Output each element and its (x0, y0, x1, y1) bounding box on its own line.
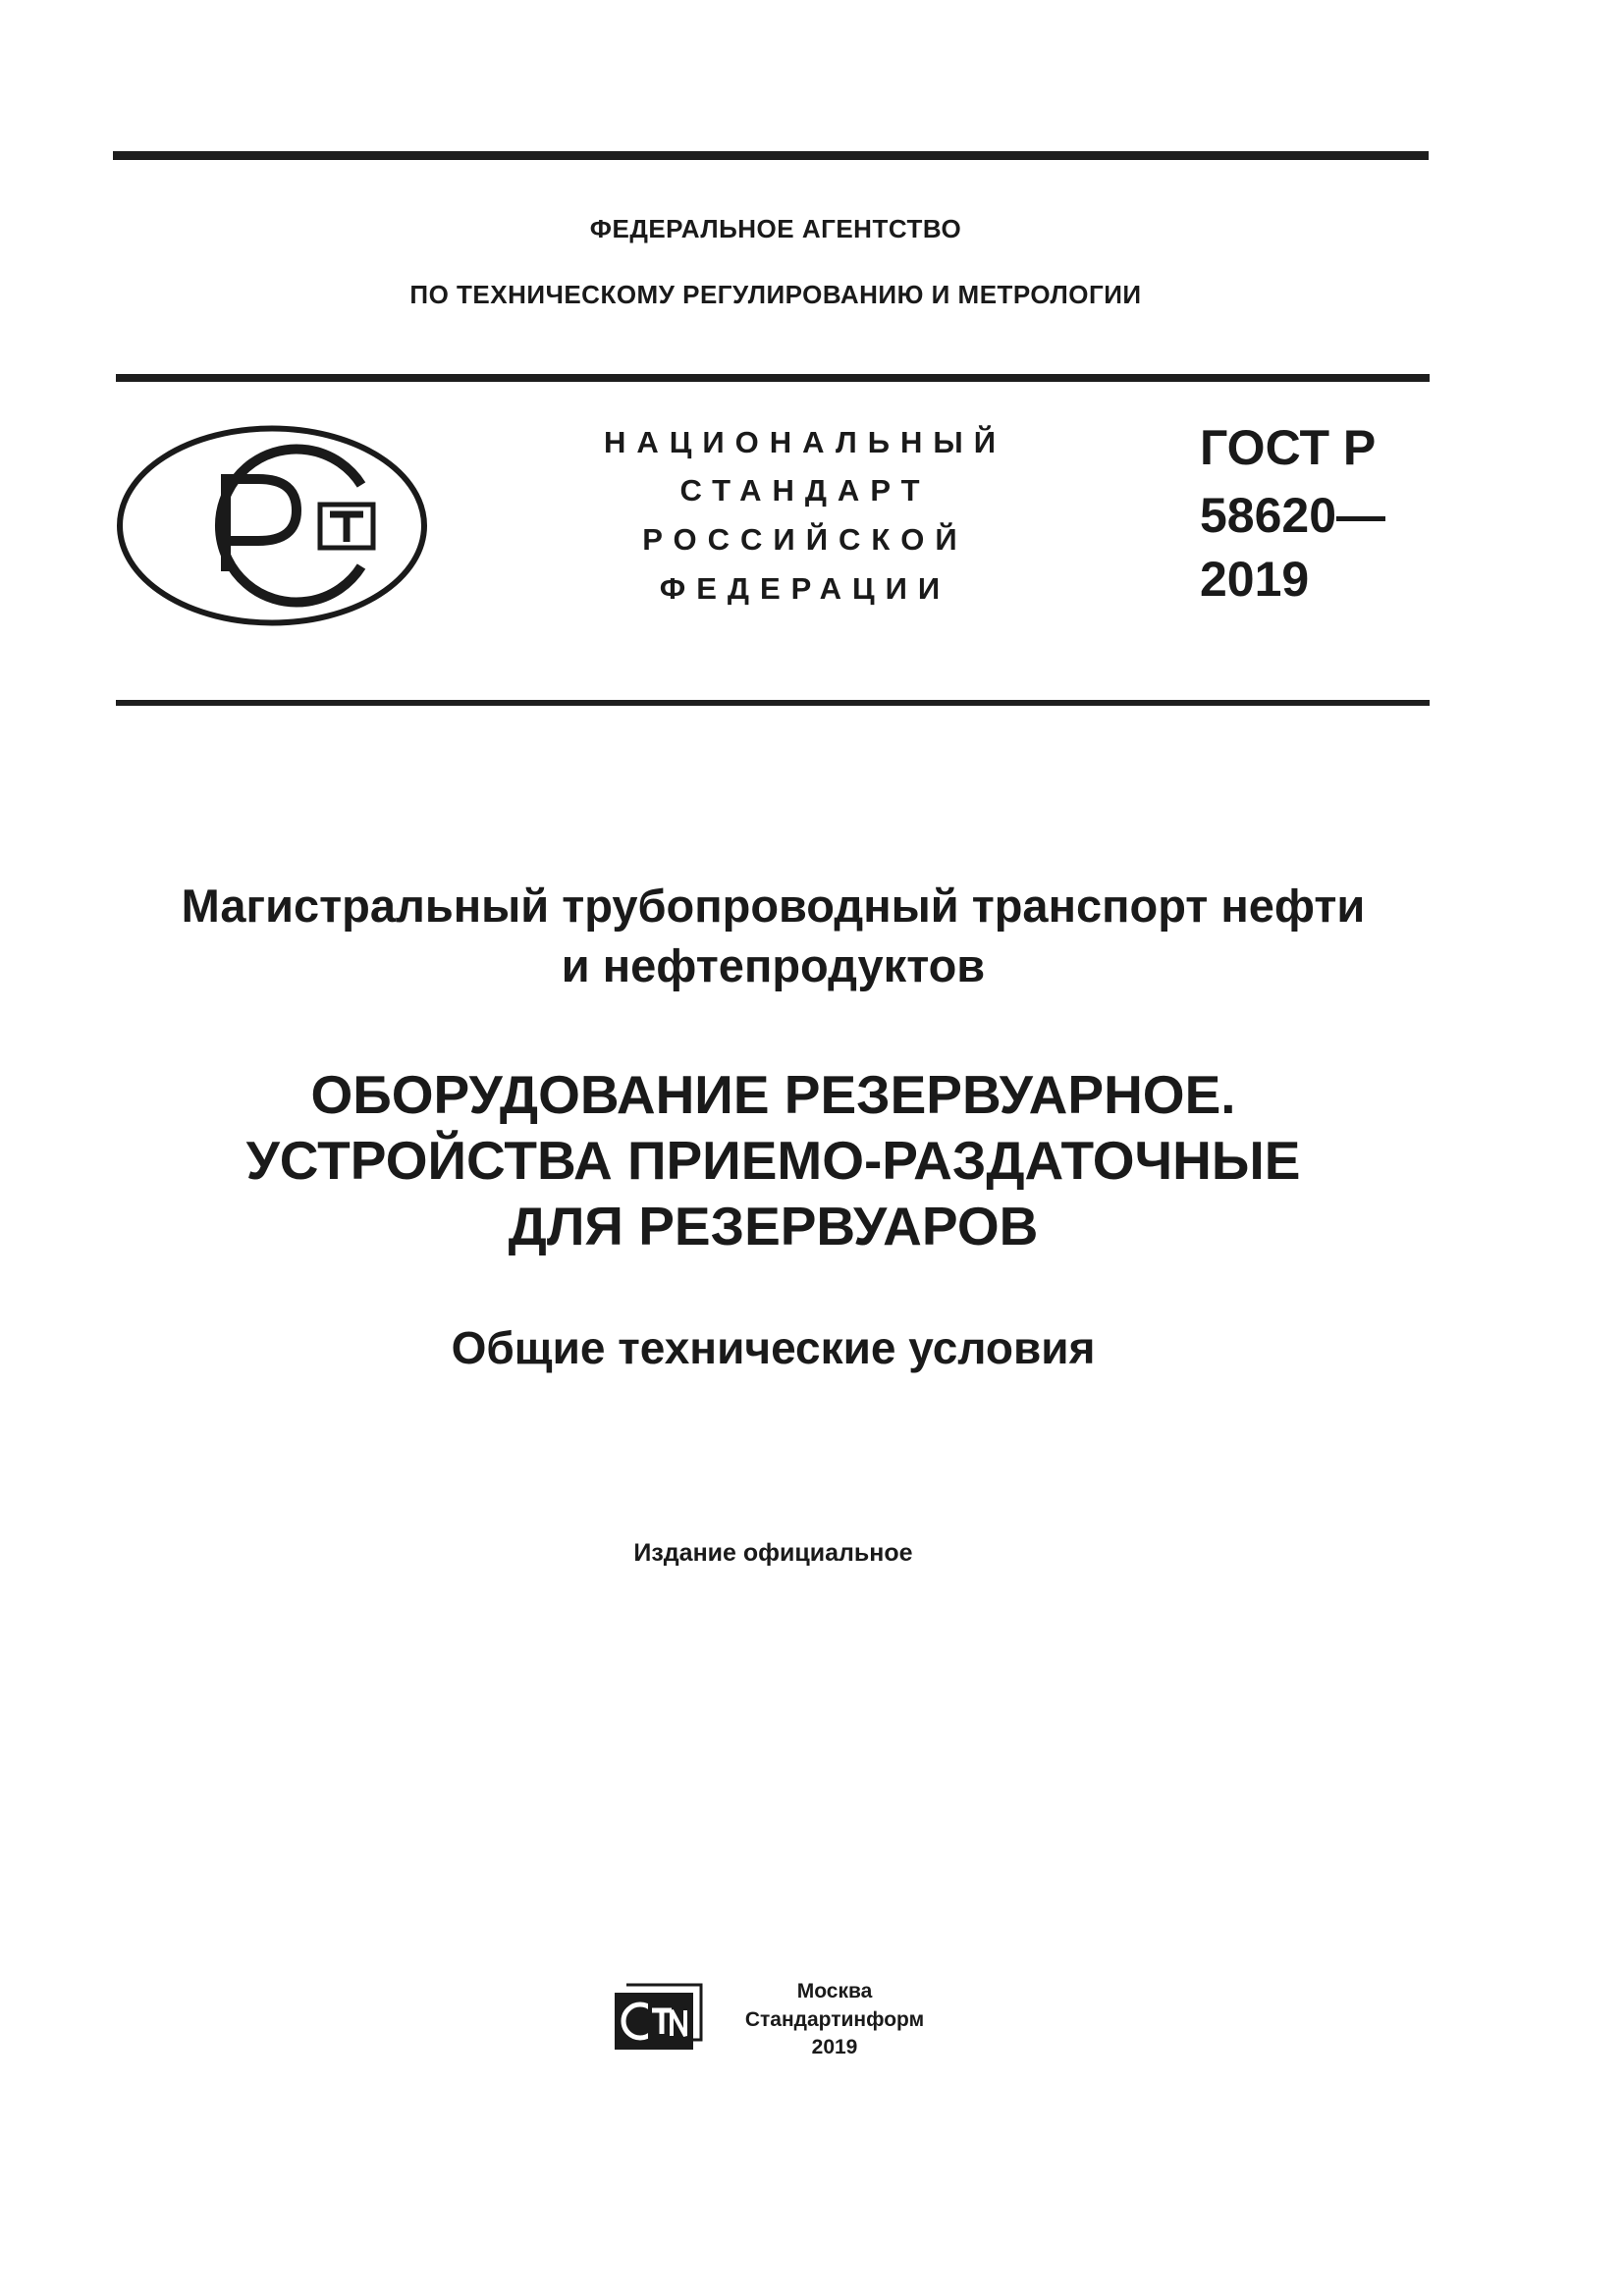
top-rule (113, 151, 1429, 160)
document-title-line-1: ОБОРУДОВАНИЕ РЕЗЕРВУАРНОЕ. (310, 1064, 1236, 1125)
middle-rule (116, 374, 1430, 382)
gost-designation-line-2: 58620— (1200, 488, 1386, 543)
national-standard-line-4: ФЕДЕРАЦИИ (659, 571, 951, 606)
agency-line-2: ПО ТЕХНИЧЕСКОМУ РЕГУЛИРОВАНИЮ И МЕТРОЛОГИИ (409, 280, 1142, 309)
publisher-year: 2019 (811, 2036, 858, 2058)
standartinform-logo (613, 1981, 703, 2054)
national-standard-line-1: НАЦИОНАЛЬНЫЙ (603, 425, 1007, 459)
publisher-city: Москва (796, 1980, 873, 2002)
national-standard-line-3: РОССИЙСКОЙ (642, 522, 968, 557)
publisher-name: Стандартинформ (744, 2008, 925, 2031)
agency-line-1: ФЕДЕРАЛЬНОЕ АГЕНТСТВО (589, 214, 962, 243)
document-title-line-2: УСТРОЙСТВА ПРИЕМО-РАЗДАТОЧНЫЕ (245, 1130, 1301, 1191)
national-standard-line-2: СТАНДАРТ (679, 473, 931, 507)
edition-note: Издание официальное (633, 1539, 913, 1567)
subject-line-2: и нефтепродуктов (561, 939, 986, 991)
document-title-line-3: ДЛЯ РЕЗЕРВУАРОВ (508, 1196, 1039, 1256)
document-subtitle: Общие технические условия (451, 1322, 1096, 1373)
gost-designation-line-1: ГОСТ Р (1200, 420, 1377, 475)
gost-designation-line-3: 2019 (1200, 552, 1310, 607)
subject-line-1: Магистральный трубопроводный транспорт нефти (181, 880, 1366, 932)
lower-rule (116, 700, 1430, 706)
rst-emblem-logo (116, 424, 428, 627)
